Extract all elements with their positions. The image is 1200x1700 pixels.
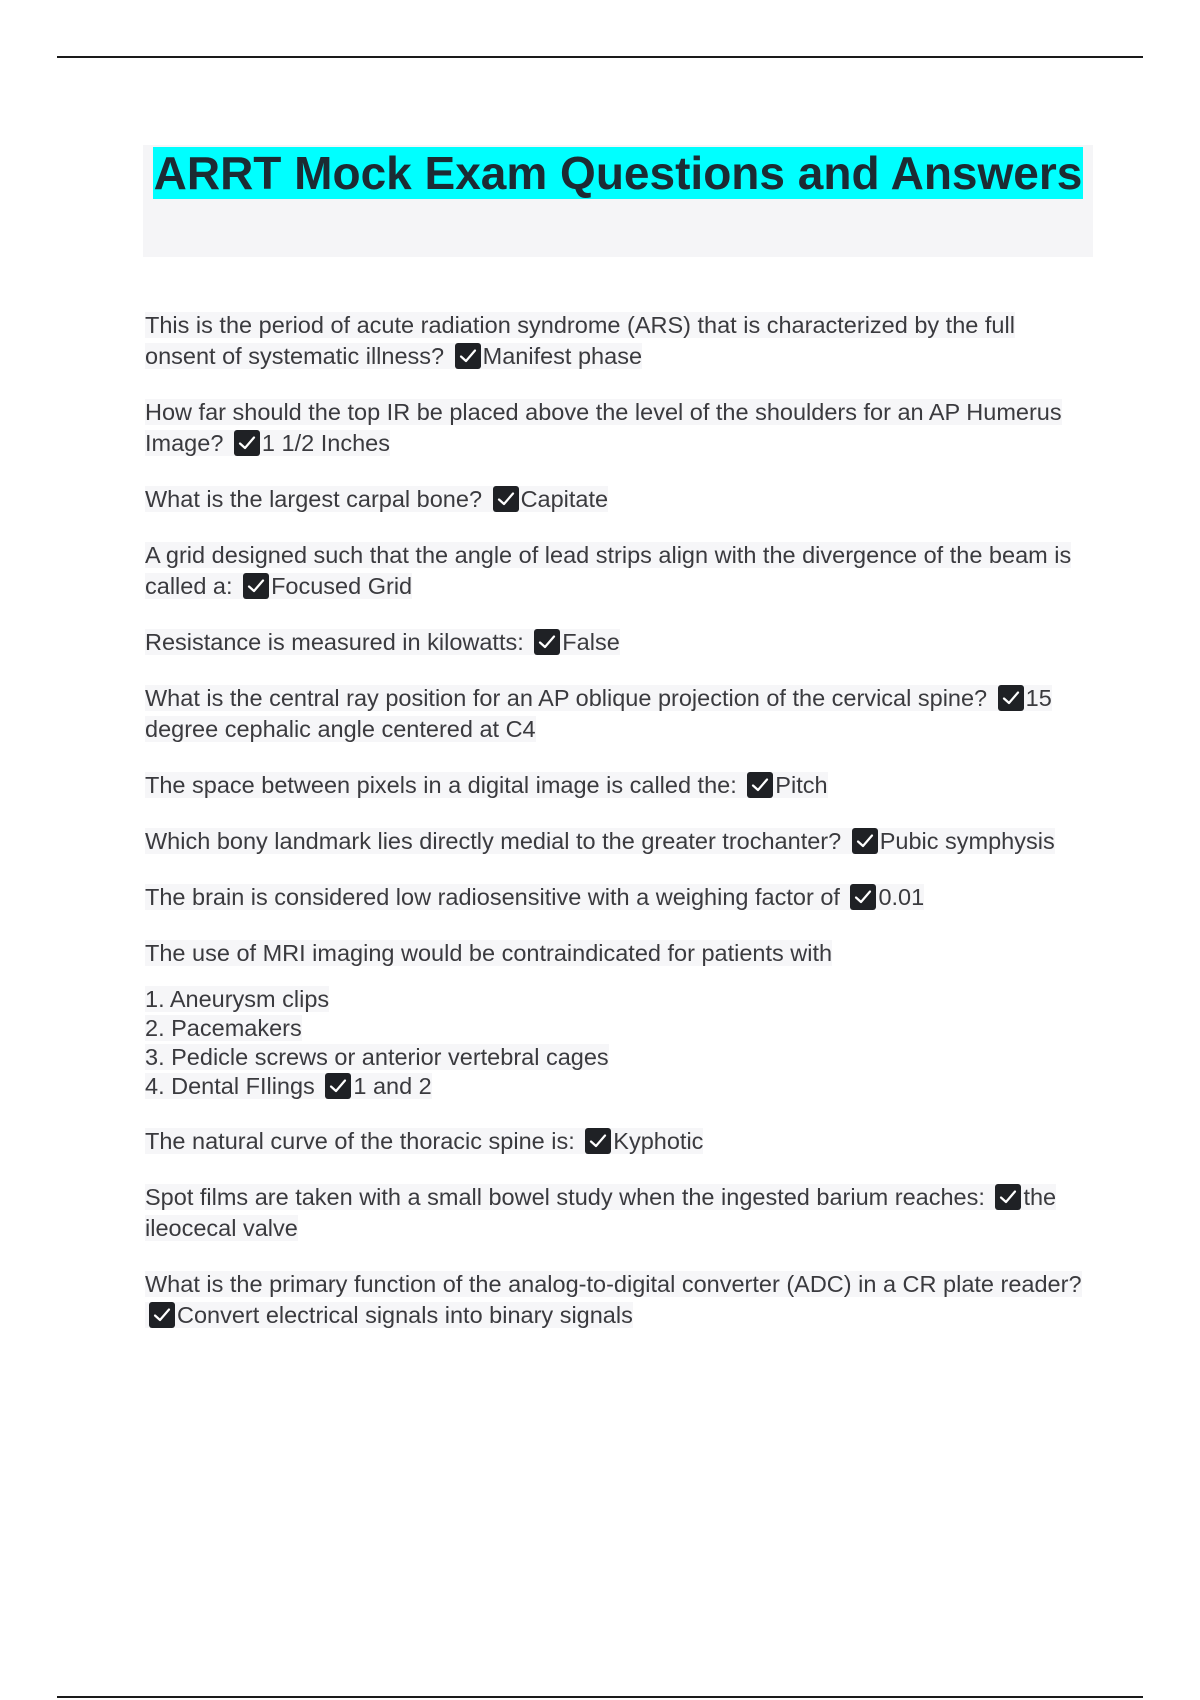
checkmark-icon — [852, 828, 878, 854]
checkmark-icon — [243, 573, 269, 599]
checkmark-icon — [998, 685, 1024, 711]
checkmark-icon — [585, 1128, 611, 1154]
answer-text: 0.01 — [878, 884, 925, 910]
question-text: What is the central ray position for an AP oblique projection of the cervical spine? — [145, 685, 988, 711]
question-text: What is the largest carpal bone? — [145, 486, 483, 512]
answer-text: Focused Grid — [271, 573, 413, 599]
qa-item — [145, 882, 1090, 913]
qa-item — [145, 627, 1090, 658]
checkmark-icon — [534, 629, 560, 655]
question-text: The use of MRI imaging would be contraindicated for patients with — [145, 940, 833, 966]
list-item: 1. Aneurysm clips — [145, 986, 330, 1012]
qa-item — [145, 683, 1090, 745]
answer-text: the ileocecal valve — [145, 1184, 1057, 1241]
checkmark-icon — [149, 1302, 175, 1328]
answer-text: 1 1/2 Inches — [261, 430, 390, 456]
question-text: A grid designed such that the angle of lead strips align with the divergence of the beam is called a: — [145, 542, 1072, 599]
answer-text: Pitch — [775, 772, 828, 798]
checkmark-icon — [493, 486, 519, 512]
checkmark-icon — [325, 1073, 351, 1099]
answer-text: Pubic symphysis — [879, 828, 1055, 854]
qa-item — [145, 540, 1090, 602]
answer-text: Convert electrical signals into binary signals — [177, 1302, 633, 1328]
qa-item — [145, 770, 1090, 801]
qa-item — [145, 1269, 1090, 1331]
qa-item — [145, 310, 1090, 372]
question-text: What is the primary function of the analog-to-digital converter (ADC) in a CR plate reader? — [145, 1271, 1082, 1297]
qa-content — [145, 310, 1090, 1356]
answer-text: 15 degree cephalic angle centered at C4 — [145, 685, 1052, 742]
qa-item — [145, 1182, 1090, 1244]
question-text: The natural curve of the thoracic spine is: — [145, 1128, 575, 1154]
footer-rule — [57, 1696, 1143, 1698]
answer-text: Capitate — [520, 486, 609, 512]
question-text: Which bony landmark lies directly medial to the greater trochanter? — [145, 828, 842, 854]
answer-text: Manifest phase — [482, 343, 643, 369]
question-text: Resistance is measured in kilowatts: — [145, 629, 524, 655]
qa-item — [145, 397, 1090, 459]
question-text: The brain is considered low radiosensitive with a weighing factor of — [145, 884, 840, 910]
qa-item — [145, 484, 1090, 515]
qa-item — [145, 826, 1090, 857]
title-block — [143, 145, 1093, 257]
question-text: The space between pixels in a digital image is called the: — [145, 772, 737, 798]
list-item: 2. Pacemakers — [145, 1015, 302, 1041]
checkmark-icon — [995, 1184, 1021, 1210]
checkmark-icon — [850, 884, 876, 910]
checkmark-icon — [455, 343, 481, 369]
checkmark-icon — [747, 772, 773, 798]
header-rule — [57, 56, 1143, 58]
question-text: How far should the top IR be placed above the level of the shoulders for an AP Humerus Image? — [145, 399, 1062, 456]
answer-text: 1 and 2 — [353, 1073, 432, 1099]
list-item: 4. Dental FIlings 1 and 2 — [145, 1073, 432, 1099]
document-title: ARRT Mock Exam Questions and Answers — [153, 147, 1083, 199]
question-text: This is the period of acute radiation syndrome (ARS) that is characterized by the full onsent of systematic illness? — [145, 312, 1015, 369]
qa-item — [145, 1126, 1090, 1157]
mri-options — [145, 985, 1090, 1101]
checkmark-icon — [234, 430, 260, 456]
answer-text: Kyphotic — [613, 1128, 704, 1154]
list-item: 3. Pedicle screws or anterior vertebral cages — [145, 1044, 609, 1070]
mri-question — [145, 938, 1090, 969]
answer-text: False — [562, 629, 620, 655]
question-text: Spot films are taken with a small bowel study when the ingested barium reaches: — [145, 1184, 985, 1210]
